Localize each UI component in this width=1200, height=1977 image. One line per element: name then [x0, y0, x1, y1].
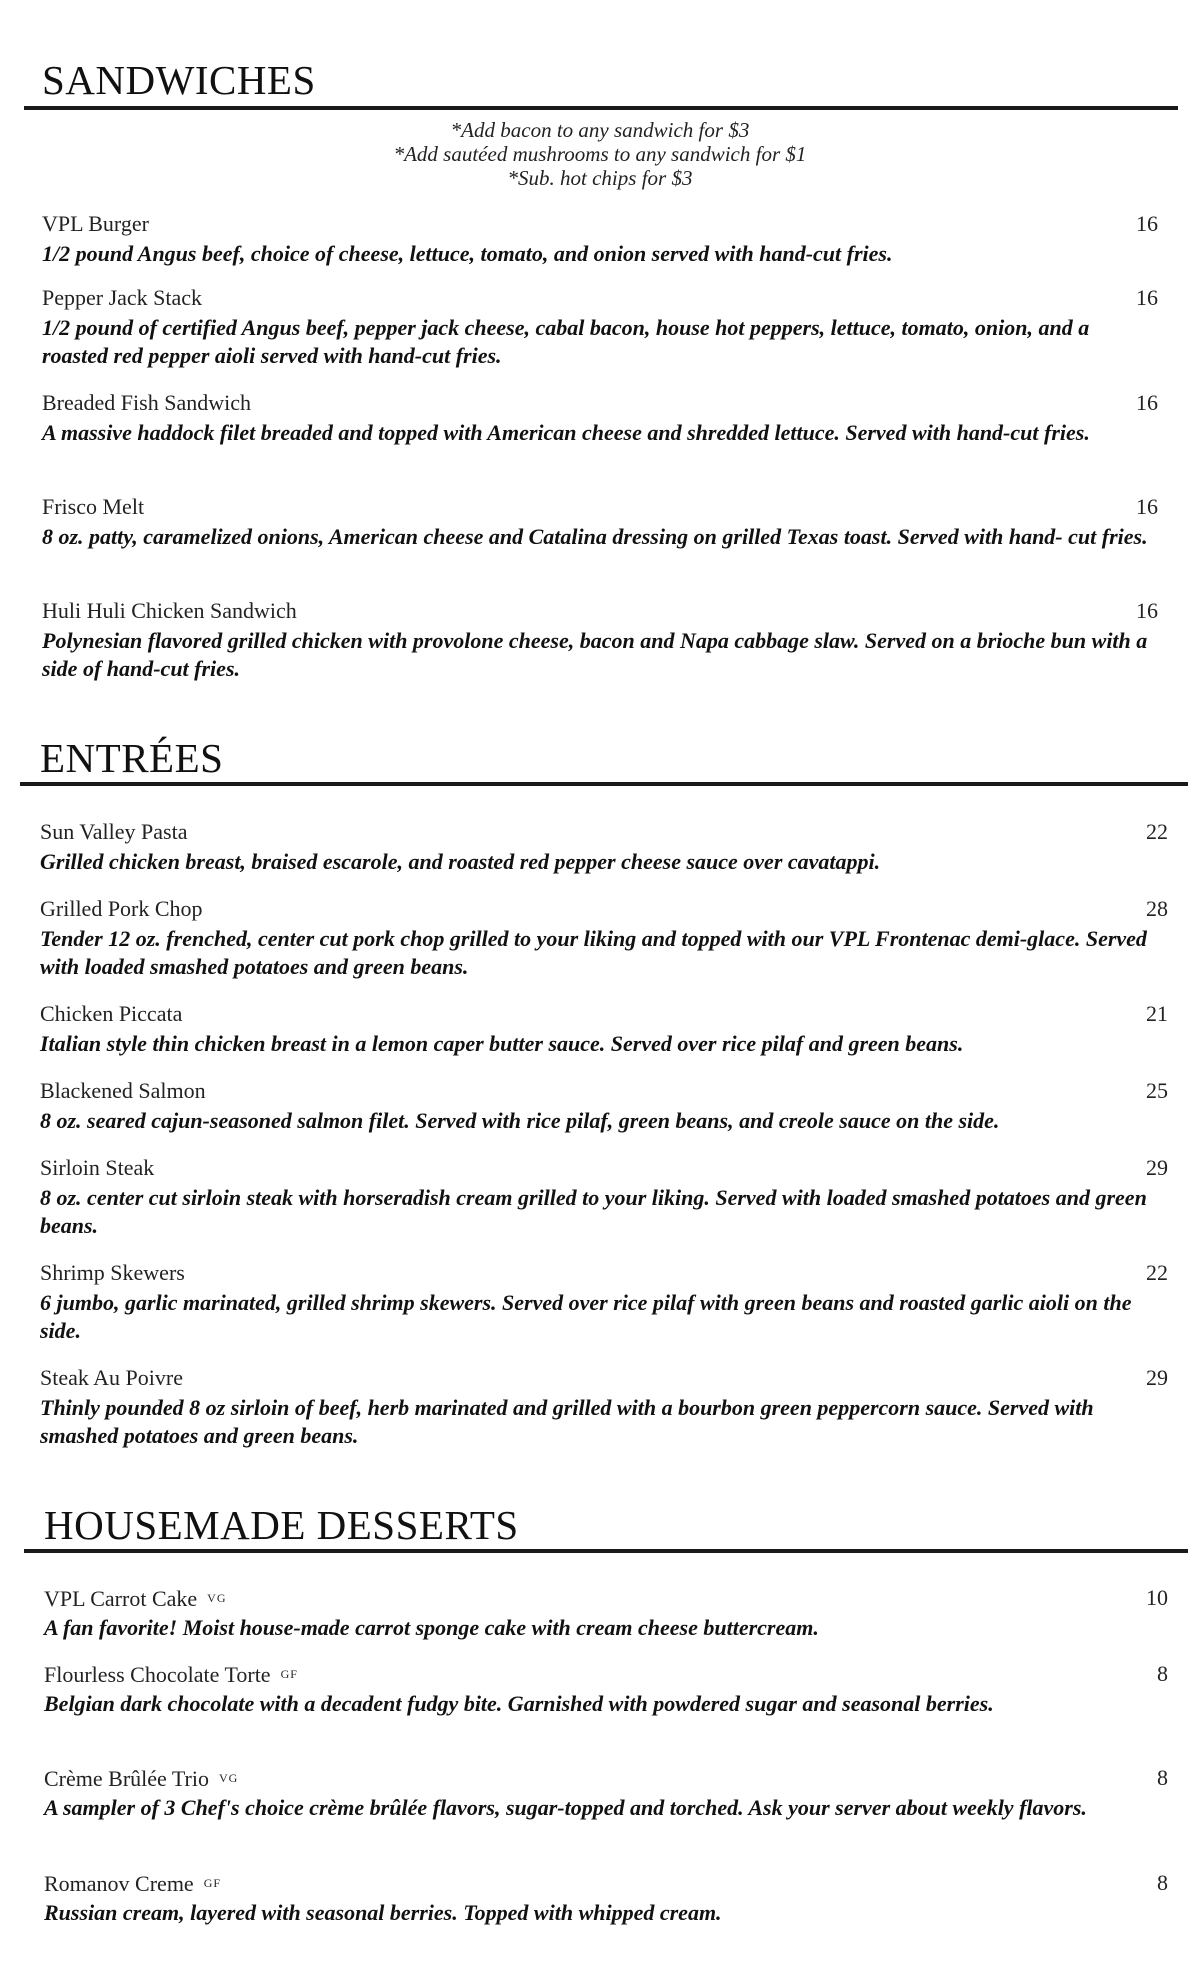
item-name: Breaded Fish Sandwich [42, 390, 251, 415]
menu-item [40, 818, 1168, 876]
item-price: 16 [1136, 598, 1158, 623]
item-price: 22 [1146, 819, 1168, 844]
item-price: 8 [1157, 1870, 1168, 1895]
item-description: A fan favorite! Moist house-made carrot sponge cake with cream cheese buttercream. [44, 1615, 819, 1640]
item-name: Frisco Melt [42, 494, 145, 519]
gluten-free-badge: GF [203, 1876, 222, 1890]
item-description: A massive haddock filet breaded and topped with American cheese and shredded lettuce. Served with hand-cut fries. [42, 420, 1090, 445]
item-name: Shrimp Skewers [40, 1260, 185, 1285]
item-description: Grilled chicken breast, braised escarole, and roasted red pepper cheese sauce over cavatappi. [40, 849, 881, 874]
menu-item [42, 597, 1158, 683]
entrees-title: ENTRÉES [40, 735, 224, 781]
item-name-text: VPL Carrot Cake [44, 1586, 198, 1611]
item-description: Belgian dark chocolate with a decadent fudgy bite. Garnished with powdered sugar and seasonal berries. [44, 1691, 994, 1716]
item-price: 16 [1136, 211, 1158, 236]
sandwiches-notes [0, 118, 1200, 190]
vegetarian-badge: VG [219, 1771, 239, 1785]
item-name: Steak Au Poivre [40, 1365, 183, 1390]
item-price: 16 [1136, 285, 1158, 310]
item-description: Italian style thin chicken breast in a lemon caper butter sauce. Served over rice pilaf and green beans. [40, 1031, 964, 1056]
menu-item [44, 1584, 1168, 1642]
item-name: Sirloin Steak [40, 1155, 155, 1180]
item-name [44, 1764, 238, 1793]
menu-item [40, 1154, 1168, 1240]
item-description: 8 oz. seared cajun-seasoned salmon filet. Served with rice pilaf, green beans, and creole sauce on the side. [40, 1108, 1000, 1133]
menu-item [40, 1000, 1168, 1058]
menu-item [42, 210, 1158, 268]
item-price: 22 [1146, 1260, 1168, 1285]
menu-item [40, 1077, 1168, 1135]
item-name: Pepper Jack Stack [42, 285, 203, 310]
item-description: 8 oz. patty, caramelized onions, American cheese and Catalina dressing on grilled Texas toast. Served with hand- cut fries. [42, 524, 1148, 549]
item-description: Polynesian flavored grilled chicken with provolone cheese, bacon and Napa cabbage slaw. Served on a brioche bun with a side of hand-cut fries. [42, 628, 1148, 681]
menu-item [42, 389, 1158, 447]
item-price: 8 [1157, 1661, 1168, 1686]
item-name-text: Crème Brûlée Trio [44, 1766, 209, 1791]
menu-item [44, 1660, 1168, 1718]
item-description: 8 oz. center cut sirloin steak with horseradish cream grilled to your liking. Served with loaded smashed potatoes and green beans. [40, 1185, 1147, 1238]
item-name [44, 1584, 227, 1613]
menu-item [40, 895, 1168, 981]
item-name: Sun Valley Pasta [40, 819, 188, 844]
sandwich-note: *Add bacon to any sandwich for $3 [450, 118, 750, 142]
sandwich-note: *Add sautéed mushrooms to any sandwich for $1 [393, 142, 807, 166]
desserts-title: HOUSEMADE DESSERTS [44, 1502, 519, 1548]
sandwiches-title: SANDWICHES [42, 57, 316, 103]
desserts-divider [24, 1549, 1188, 1553]
item-price: 10 [1146, 1585, 1168, 1610]
item-description: A sampler of 3 Chef's choice crème brûlée flavors, sugar-topped and torched. Ask your server about weekly flavors. [44, 1795, 1087, 1820]
sandwiches-divider [24, 106, 1178, 110]
item-description: 1/2 pound of certified Angus beef, pepper jack cheese, cabal bacon, house hot peppers, lettuce, tomato, onion, and a roasted red pepper aioli served with hand-cut fries. [42, 315, 1090, 368]
menu-item [42, 493, 1158, 551]
item-name: Blackened Salmon [40, 1078, 206, 1103]
item-description: Russian cream, layered with seasonal berries. Topped with whipped cream. [44, 1900, 722, 1925]
menu-item [44, 1869, 1168, 1927]
menu-item [42, 284, 1158, 370]
entrees-divider [20, 782, 1188, 786]
vegetarian-badge: VG [207, 1591, 227, 1605]
item-name [44, 1660, 298, 1689]
item-name [44, 1869, 221, 1898]
item-price: 29 [1146, 1155, 1168, 1180]
item-name: Chicken Piccata [40, 1001, 183, 1026]
item-name: Huli Huli Chicken Sandwich [42, 598, 297, 623]
item-price: 16 [1136, 390, 1158, 415]
item-name: VPL Burger [42, 211, 149, 236]
sandwich-note: *Sub. hot chips for $3 [507, 166, 693, 190]
item-price: 16 [1136, 494, 1158, 519]
item-price: 25 [1146, 1078, 1168, 1103]
item-description: Tender 12 oz. frenched, center cut pork chop grilled to your liking and topped with our VPL Frontenac demi-glace. Served with loaded smashed potatoes and green beans. [40, 926, 1147, 979]
menu-item [44, 1764, 1168, 1822]
item-price: 21 [1146, 1001, 1168, 1026]
item-name: Grilled Pork Chop [40, 896, 203, 921]
item-description: 1/2 pound Angus beef, choice of cheese, lettuce, tomato, and onion served with hand-cut fries. [42, 241, 893, 266]
menu-item [40, 1364, 1168, 1450]
item-price: 28 [1146, 896, 1168, 921]
item-name-text: Romanov Creme [44, 1871, 194, 1896]
item-price: 8 [1157, 1765, 1168, 1790]
gluten-free-badge: GF [280, 1667, 298, 1681]
menu-item [40, 1259, 1168, 1345]
item-description: Thinly pounded 8 oz sirloin of beef, herb marinated and grilled with a bourbon green peppercorn sauce. Served with smashed potatoes and green beans. [40, 1395, 1094, 1448]
item-name-text: Flourless Chocolate Torte [44, 1662, 271, 1687]
item-price: 29 [1146, 1365, 1168, 1390]
item-description: 6 jumbo, garlic marinated, grilled shrimp skewers. Served over rice pilaf with green beans and roasted garlic aioli on the side. [40, 1290, 1132, 1343]
